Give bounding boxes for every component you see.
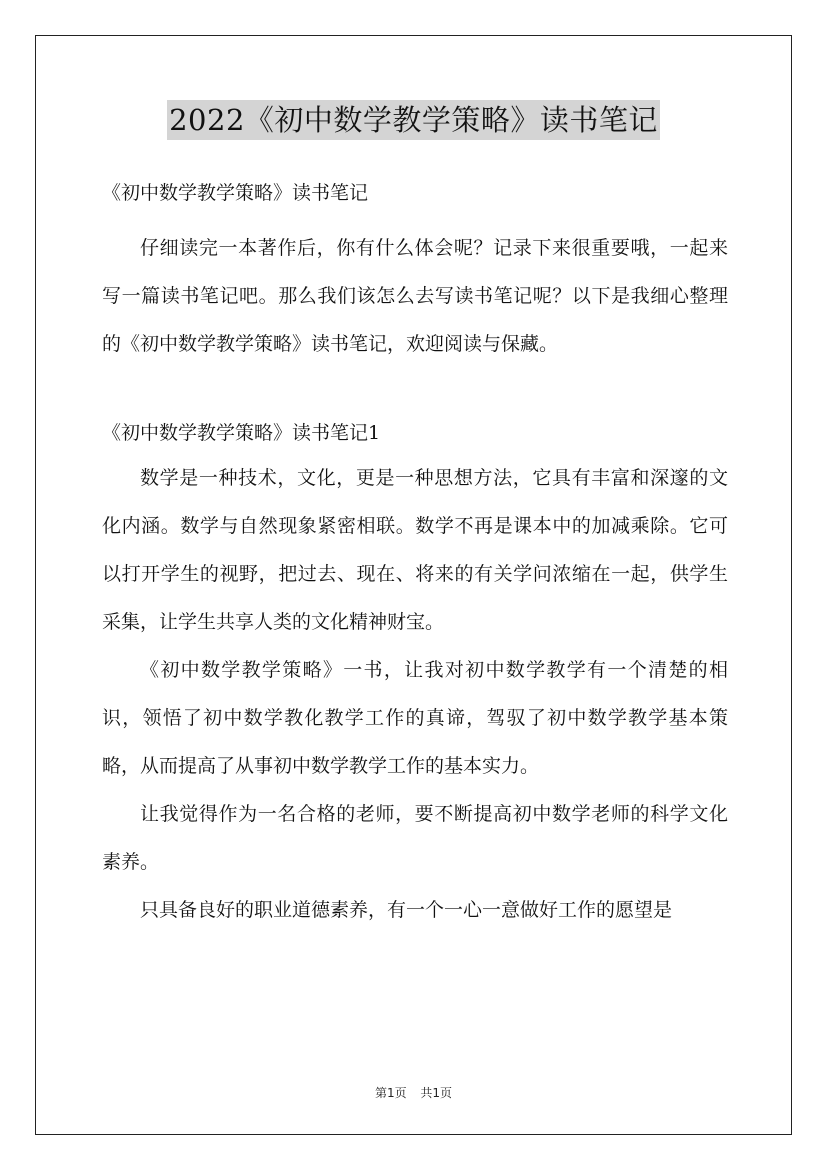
intro-paragraph: 仔细读完一本著作后，你有什么体会呢？记录下来很重要哦，一起来写一篇读书笔记吧。那么我们该怎么去写读书笔记呢？以下是我细心整理的《初中数学教学策略》读书笔记，欢迎阅读与保藏。 bbox=[102, 237, 728, 355]
section-heading: 《初中数学教学策略》读书笔记1 bbox=[102, 422, 381, 444]
document-title: 2022《初中数学教学策略》读书笔记 bbox=[167, 100, 660, 140]
document-subtitle: 《初中数学教学策略》读书笔记 bbox=[102, 182, 369, 204]
body-paragraph: 让我觉得作为一名合格的老师，要不断提高初中数学老师的科学文化素养。 bbox=[102, 803, 728, 873]
page-total: 共1页 bbox=[420, 1086, 453, 1100]
section-spacer bbox=[102, 368, 728, 412]
page-footer bbox=[0, 1084, 827, 1101]
page-number: 第1页 bbox=[374, 1086, 407, 1100]
document-body bbox=[102, 177, 728, 934]
body-paragraph: 只具备良好的职业道德素养，有一个一心一意做好工作的愿望是 bbox=[140, 899, 673, 921]
body-paragraph: 数学是一种技术，文化，更是一种思想方法，它具有丰富和深邃的文化内涵。数学与自然现象紧密相联。数学不再是课本中的加减乘除。它可以打开学生的视野，把过去、现在、将来的有关学问浓缩在一起，供学生采集，让学生共享人类的文化精神财宝。 bbox=[102, 467, 728, 633]
title-container bbox=[0, 100, 827, 140]
body-paragraph: 《初中数学教学策略》一书，让我对初中数学教学有一个清楚的相识，领悟了初中数学教化教学工作的真谛，驾驭了初中数学教学基本策略，从而提高了从事初中数学教学工作的基本实力。 bbox=[102, 659, 728, 777]
